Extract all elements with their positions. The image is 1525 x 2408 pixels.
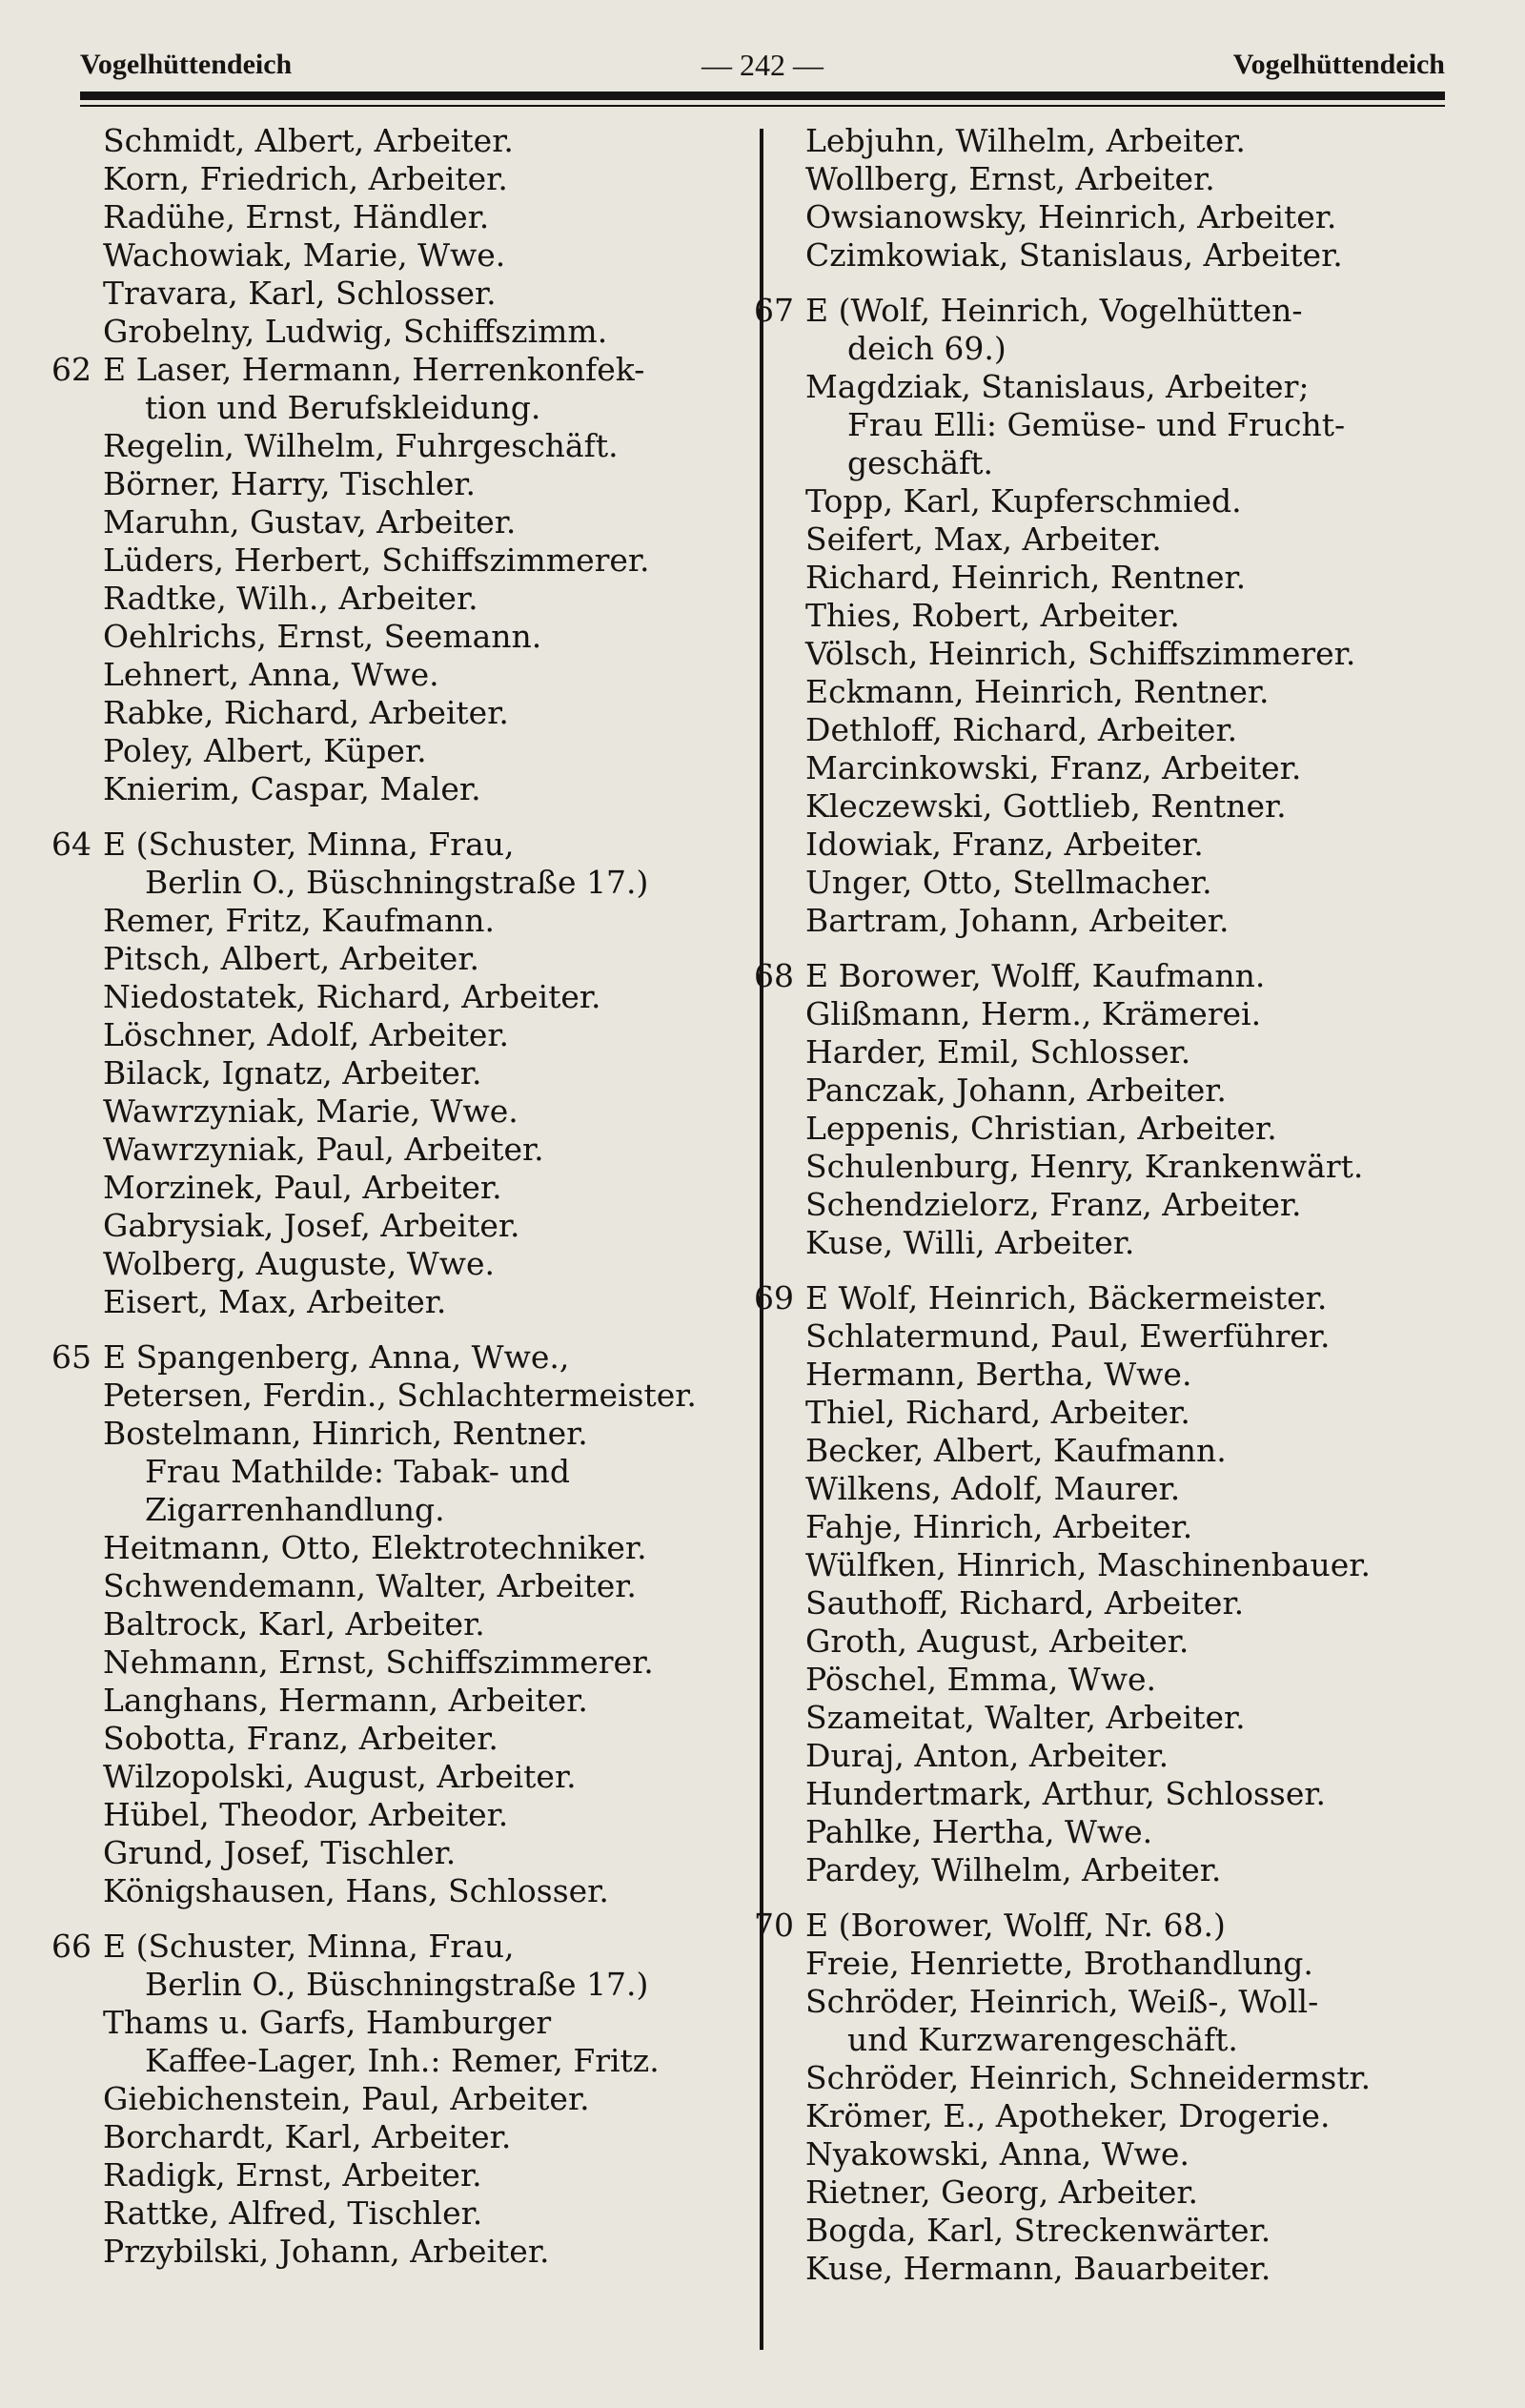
resident-line: Morzinek, Paul, Arbeiter. [103, 1169, 502, 1206]
resident-line: Borchardt, Karl, Arbeiter. [103, 2118, 512, 2155]
owner-text: E Laser, Hermann, Herrenkonfek- [103, 351, 645, 388]
resident-line: Kuse, Hermann, Bauarbeiter. [805, 2250, 1271, 2287]
house-owner-line [754, 1907, 1473, 1945]
resident-line: Maruhn, Gustav, Arbeiter. [103, 503, 517, 541]
house-number: 62 [51, 351, 92, 388]
resident-line: Thies, Robert, Arbeiter. [805, 597, 1180, 634]
block-gap [103, 1321, 751, 1338]
resident-continuation: Kaffee-Lager, Inh.: Remer, Fritz. [145, 2042, 660, 2079]
resident-line: Niedostatek, Richard, Arbeiter. [103, 978, 601, 1015]
resident-line: Fahje, Hinrich, Arbeiter. [805, 1508, 1193, 1545]
resident-line: Bilack, Ignatz, Arbeiter. [103, 1054, 482, 1092]
resident-line: Thiel, Richard, Arbeiter. [805, 1394, 1190, 1431]
resident-line: Pitsch, Albert, Arbeiter. [103, 940, 479, 977]
resident-line: Idowiak, Franz, Arbeiter. [805, 826, 1204, 863]
resident-line: Lebjuhn, Wilhelm, Arbeiter. [805, 122, 1246, 159]
resident-line: Magdziak, Stanislaus, Arbeiter; [805, 368, 1310, 405]
resident-line: Korn, Friedrich, Arbeiter. [103, 160, 508, 197]
resident-line: Löschner, Adolf, Arbeiter. [103, 1016, 510, 1053]
house-number: 65 [51, 1338, 92, 1376]
resident-line: Travara, Karl, Schlosser. [103, 275, 497, 312]
resident-line: Harder, Emil, Schlosser. [805, 1033, 1191, 1071]
right-column [754, 122, 1473, 2288]
resident-line: Grobelny, Ludwig, Schiffszimm. [103, 313, 608, 350]
resident-line: Pöschel, Emma, Wwe. [805, 1661, 1156, 1698]
house-block-66 [51, 1928, 751, 2271]
resident-line: Radühe, Ernst, Händler. [103, 198, 490, 235]
house-number: 69 [754, 1279, 794, 1316]
resident-continuation: geschäft. [847, 444, 993, 481]
resident-line: Hübel, Theodor, Arbeiter. [103, 1796, 509, 1833]
house-number: 66 [51, 1928, 92, 1965]
owner-continuation: Berlin O., Büschningstraße 17.) [145, 864, 649, 901]
resident-line: Schulenburg, Henry, Krankenwärt. [805, 1148, 1364, 1185]
owner-text: E Borower, Wolff, Kaufmann. [805, 957, 1266, 994]
block-gap [805, 1262, 1473, 1279]
owner-continuation: tion und Berufskleidung. [145, 389, 541, 426]
resident-line: Pahlke, Hertha, Wwe. [805, 1813, 1153, 1850]
resident-line: Richard, Heinrich, Rentner. [805, 559, 1247, 596]
resident-line: Börner, Harry, Tischler. [103, 465, 477, 502]
resident-line: Gabrysiak, Josef, Arbeiter. [103, 1207, 520, 1244]
resident-line: Przybilski, Johann, Arbeiter. [103, 2233, 550, 2270]
resident-line: Pardey, Wilhelm, Arbeiter. [805, 1851, 1222, 1888]
owner-text: E (Schuster, Minna, Frau, [103, 1928, 515, 1965]
house-block-62 [51, 351, 751, 808]
resident-line: Hermann, Bertha, Wwe. [805, 1356, 1192, 1393]
resident-line: Langhans, Hermann, Arbeiter. [103, 1682, 588, 1719]
resident-line: Poley, Albert, Küper. [103, 732, 427, 769]
column-divider [760, 129, 763, 2350]
resident-line: Freie, Henriette, Brothandlung. [805, 1945, 1313, 1982]
resident-line: Knierim, Caspar, Maler. [103, 770, 481, 807]
left-column [51, 122, 751, 2271]
house-number: 70 [754, 1907, 794, 1944]
entry-list-continued [103, 122, 751, 351]
resident-line: Kleczewski, Gottlieb, Rentner. [805, 787, 1287, 825]
resident-line: Rattke, Alfred, Tischler. [103, 2194, 483, 2232]
resident-line: Sobotta, Franz, Arbeiter. [103, 1720, 498, 1757]
block-gap [103, 1910, 751, 1928]
block-gap [805, 275, 1473, 292]
house-owner-line [754, 292, 1473, 330]
resident-line: Grund, Josef, Tischler. [103, 1834, 457, 1871]
house-number: 68 [754, 957, 794, 994]
house-owner-line [51, 826, 751, 864]
resident-line: Panczak, Johann, Arbeiter. [805, 1071, 1227, 1109]
resident-line: Wawrzyniak, Paul, Arbeiter. [103, 1131, 544, 1168]
resident-line: Giebichenstein, Paul, Arbeiter. [103, 2080, 590, 2117]
resident-line: Schlatermund, Paul, Ewerführer. [805, 1317, 1331, 1355]
resident-line: Hundertmark, Arthur, Schlosser. [805, 1775, 1326, 1812]
resident-line: Groth, August, Arbeiter. [805, 1622, 1190, 1660]
block-gap [103, 808, 751, 826]
resident-line: Seifert, Max, Arbeiter. [805, 520, 1162, 558]
resident-line: Bartram, Johann, Arbeiter. [805, 902, 1230, 939]
owner-text: E Spangenberg, Anna, Wwe., [103, 1338, 570, 1376]
resident-line: Radigk, Ernst, Arbeiter. [103, 2156, 482, 2194]
resident-line: Sauthoff, Richard, Arbeiter. [805, 1584, 1245, 1622]
block-gap [805, 940, 1473, 957]
resident-line: Schröder, Heinrich, Schneidermstr. [805, 2059, 1372, 2096]
house-block-64 [51, 826, 751, 1321]
entry-list-continued [805, 122, 1473, 275]
resident-line: Remer, Fritz, Kaufmann. [103, 902, 495, 939]
resident-line: Lüders, Herbert, Schiffszimmerer. [103, 541, 650, 579]
house-block-70 [754, 1907, 1473, 2288]
house-number: 67 [754, 292, 794, 329]
resident-line: Regelin, Wilhelm, Fuhrgeschäft. [103, 427, 619, 464]
header-right-street: Vogelhüttendeich [1232, 49, 1445, 80]
house-number: 64 [51, 826, 92, 863]
resident-continuation: Zigarrenhandlung. [145, 1491, 445, 1528]
resident-continuation: Frau Elli: Gemüse- und Frucht- [847, 406, 1346, 443]
resident-line: Wolberg, Auguste, Wwe. [103, 1245, 495, 1282]
resident-line: Schmidt, Albert, Arbeiter. [103, 122, 514, 159]
resident-line: Schröder, Heinrich, Weiß-, Woll- [805, 1983, 1319, 2020]
resident-line: Nehmann, Ernst, Schiffszimmerer. [103, 1643, 654, 1681]
resident-line: Thams u. Garfs, Hamburger [103, 2004, 552, 2041]
resident-line: Kuse, Willi, Arbeiter. [805, 1224, 1135, 1261]
page-number: — 242 — [702, 47, 824, 82]
resident-line: Heitmann, Otto, Elektrotechniker. [103, 1529, 647, 1566]
owner-continuation: deich 69.) [847, 330, 1006, 367]
house-block-67 [754, 292, 1473, 940]
house-block-69 [754, 1279, 1473, 1889]
resident-continuation: und Kurzwarengeschäft. [847, 2021, 1238, 2058]
resident-line: Schwendemann, Walter, Arbeiter. [103, 1567, 637, 1604]
owner-continuation: Berlin O., Büschningstraße 17.) [145, 1966, 649, 2003]
resident-line: Wollberg, Ernst, Arbeiter. [805, 160, 1215, 197]
resident-line: Wilkens, Adolf, Maurer. [805, 1470, 1181, 1507]
house-owner-line [51, 351, 751, 389]
resident-line: Nyakowski, Anna, Wwe. [805, 2135, 1190, 2173]
header-rule-thin [80, 105, 1445, 107]
resident-continuation: Frau Mathilde: Tabak- und [145, 1453, 571, 1490]
owner-text: E (Wolf, Heinrich, Vogelhütten- [805, 292, 1303, 329]
house-owner-line [51, 1338, 751, 1377]
block-gap [805, 1889, 1473, 1907]
resident-line: Oehlrichs, Ernst, Seemann. [103, 618, 542, 655]
resident-line: Duraj, Anton, Arbeiter. [805, 1737, 1169, 1774]
house-owner-line [754, 1279, 1473, 1317]
header-left-street: Vogelhüttendeich [80, 49, 293, 80]
resident-line: Bogda, Karl, Streckenwärter. [805, 2212, 1271, 2249]
resident-line: Unger, Otto, Stellmacher. [805, 864, 1212, 901]
resident-line: Owsianowsky, Heinrich, Arbeiter. [805, 198, 1337, 235]
resident-line: Becker, Albert, Kaufmann. [805, 1432, 1227, 1469]
resident-line: Königshausen, Hans, Schlosser. [103, 1872, 609, 1909]
resident-line: Wülfken, Hinrich, Maschinenbauer. [805, 1546, 1371, 1583]
resident-line: Radtke, Wilh., Arbeiter. [103, 580, 478, 617]
resident-line: Bostelmann, Hinrich, Rentner. [103, 1415, 588, 1452]
owner-text: E Wolf, Heinrich, Bäckermeister. [805, 1279, 1328, 1316]
resident-line: Eckmann, Heinrich, Rentner. [805, 673, 1270, 710]
owner-text: E (Schuster, Minna, Frau, [103, 826, 515, 863]
header-rule-thick [80, 92, 1445, 100]
house-block-65 [51, 1338, 751, 1910]
owner-text: E (Borower, Wolff, Nr. 68.) [805, 1907, 1226, 1944]
resident-line: Völsch, Heinrich, Schiffszimmerer. [805, 635, 1356, 672]
resident-line: Wilzopolski, August, Arbeiter. [103, 1758, 577, 1795]
page-header [80, 46, 1445, 84]
resident-line: Glißmann, Herm., Krämerei. [805, 995, 1262, 1032]
resident-line: Czimkowiak, Stanislaus, Arbeiter. [805, 236, 1343, 274]
resident-line: Krömer, E., Apotheker, Drogerie. [805, 2097, 1331, 2134]
resident-line: Petersen, Ferdin., Schlachtermeister. [103, 1377, 697, 1414]
resident-line: Rabke, Richard, Arbeiter. [103, 694, 509, 731]
resident-line: Szameitat, Walter, Arbeiter. [805, 1699, 1246, 1736]
resident-line: Wachowiak, Marie, Wwe. [103, 236, 506, 274]
resident-line: Baltrock, Karl, Arbeiter. [103, 1605, 485, 1643]
resident-line: Dethloff, Richard, Arbeiter. [805, 711, 1238, 748]
house-owner-line [51, 1928, 751, 1966]
resident-line: Rietner, Georg, Arbeiter. [805, 2173, 1198, 2211]
resident-line: Marcinkowski, Franz, Arbeiter. [805, 749, 1302, 786]
resident-line: Leppenis, Christian, Arbeiter. [805, 1110, 1277, 1147]
house-block-68 [754, 957, 1473, 1262]
resident-line: Wawrzyniak, Marie, Wwe. [103, 1092, 518, 1130]
house-owner-line [754, 957, 1473, 995]
resident-line: Lehnert, Anna, Wwe. [103, 656, 439, 693]
resident-line: Topp, Karl, Kupferschmied. [805, 482, 1242, 520]
resident-line: Schendzielorz, Franz, Arbeiter. [805, 1186, 1302, 1223]
resident-line: Eisert, Max, Arbeiter. [103, 1283, 447, 1320]
